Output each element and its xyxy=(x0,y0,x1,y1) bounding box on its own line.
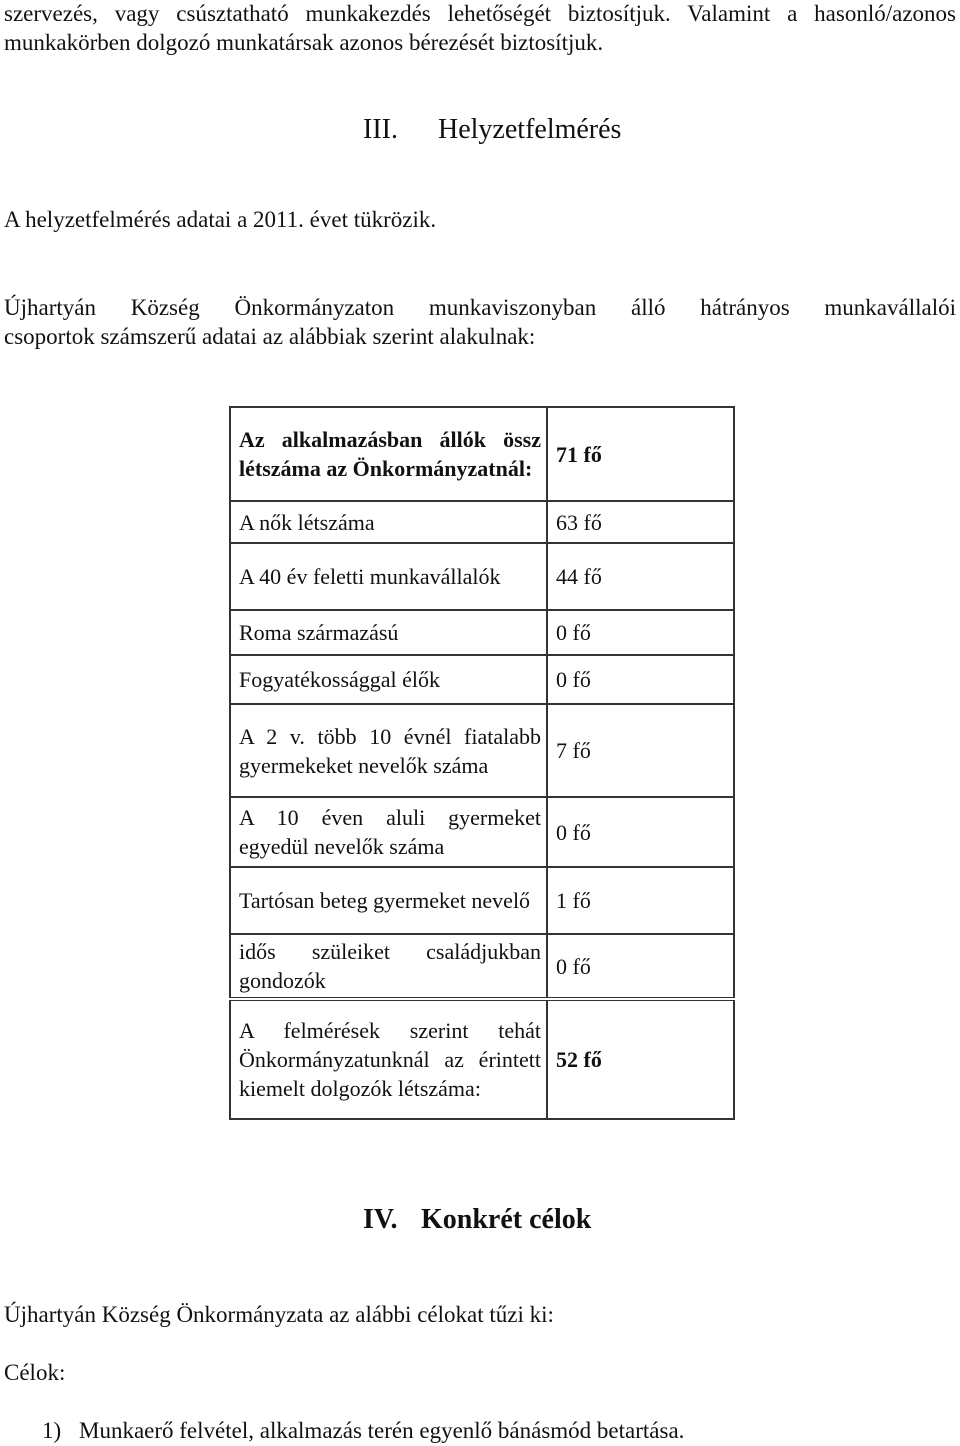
row-label: Az alkalmazásban állók össz létszáma az Önkormányzatnál: xyxy=(230,407,547,501)
row-label: A nők létszáma xyxy=(230,501,547,543)
goal-text: Munkaerő felvétel, alkalmazás terén egyenlő bánásmód betartása. xyxy=(79,1418,685,1443)
section-4-paragraph-1: Újhartyán Község Önkormányzata az alábbi célokat tűzi ki: xyxy=(4,1302,554,1327)
table-row xyxy=(230,704,734,797)
row-value: 52 fő xyxy=(547,999,734,1119)
row-label: Fogyatékossággal élők xyxy=(230,655,547,704)
row-label: Roma származású xyxy=(230,610,547,655)
row-value: 0 fő xyxy=(547,610,734,655)
table-row xyxy=(230,934,734,999)
table-row xyxy=(230,867,734,934)
section-4-title: Konkrét célok xyxy=(421,1204,592,1235)
row-value: 1 fő xyxy=(547,867,734,934)
row-label: A felmérések szerint tehát Önkormányzatunknál az érintett kiemelt dolgozók létszáma: xyxy=(230,999,547,1119)
section-3-paragraph-1: A helyzetfelmérés adatai a 2011. évet tükrözik. xyxy=(4,207,437,232)
section-3-paragraph-2-line-1: Újhartyán Község Önkormányzaton munkaviszonyban álló hátrányos munkavállalói xyxy=(4,295,956,320)
section-4-heading xyxy=(363,1204,591,1236)
table-row xyxy=(230,501,734,543)
row-value: 0 fő xyxy=(547,934,734,999)
section-3-title: Helyzetfelmérés xyxy=(438,114,622,145)
row-label: A 40 év feletti munkavállalók xyxy=(230,543,547,610)
section-4-number: IV. xyxy=(363,1204,398,1235)
table-row xyxy=(230,797,734,867)
section-3-heading xyxy=(363,114,621,146)
row-label: A 10 éven aluli gyermeket egyedül nevelők száma xyxy=(230,797,547,867)
table-row xyxy=(230,407,734,501)
staff-statistics-table xyxy=(229,406,735,1120)
row-label: Tartósan beteg gyermeket nevelő xyxy=(230,867,547,934)
table-row xyxy=(230,543,734,610)
goals-label: Célok: xyxy=(4,1360,66,1385)
goal-item xyxy=(42,1416,684,1445)
section-3-paragraph-2-line-2: csoportok számszerű adatai az alábbiak szerint alakulnak: xyxy=(4,324,536,349)
intro-line-2: munkakörben dolgozó munkatársak azonos bérezését biztosítjuk. xyxy=(4,30,604,55)
row-value: 71 fő xyxy=(547,407,734,501)
row-value: 0 fő xyxy=(547,797,734,867)
row-value: 63 fő xyxy=(547,501,734,543)
table-row xyxy=(230,610,734,655)
row-label: idős szüleiket családjukban gondozók xyxy=(230,934,547,999)
goal-number: 1) xyxy=(42,1418,62,1443)
row-label: A 2 v. több 10 évnél fiatalabb gyermekeket nevelők száma xyxy=(230,704,547,797)
row-value: 0 fő xyxy=(547,655,734,704)
section-3-number: III. xyxy=(363,114,398,145)
row-value: 44 fő xyxy=(547,543,734,610)
row-value: 7 fő xyxy=(547,704,734,797)
table-row-total xyxy=(230,999,734,1119)
intro-line-1: szervezés, vagy csúsztatható munkakezdés lehetőségét biztosítjuk. Valamint a hasonló/azonos xyxy=(4,1,956,26)
table-row xyxy=(230,655,734,704)
